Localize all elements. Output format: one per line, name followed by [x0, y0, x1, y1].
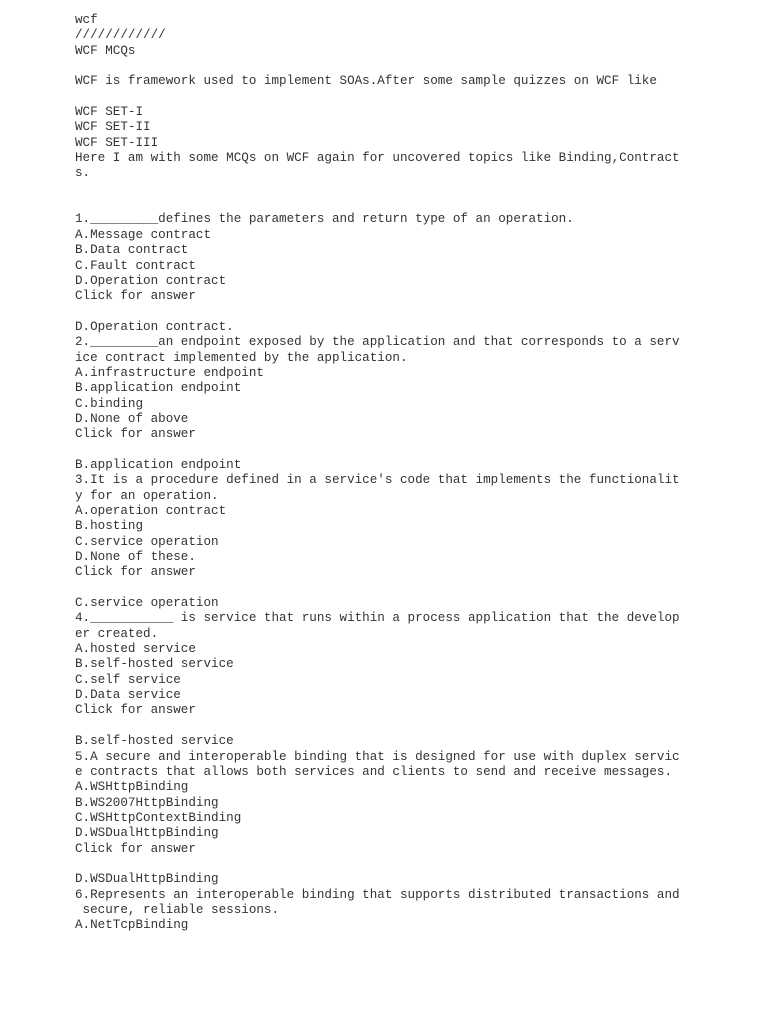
text-line: B.Data contract [75, 243, 189, 258]
text-line: B.self-hosted service [75, 734, 234, 749]
text-line: C.service operation [75, 534, 219, 549]
text-line: C.service operation [75, 596, 219, 611]
text-line: D.Data service [75, 688, 181, 703]
document-text [75, 13, 695, 934]
text-line: A.NetTcpBinding [75, 918, 189, 933]
text-line: A.operation contract [75, 504, 227, 518]
text-line: ice contract implemented by the application. [75, 350, 408, 365]
text-line: C.WSHttpContextBinding [75, 810, 242, 825]
text-line: secure, reliable sessions. [75, 902, 280, 917]
text-line: Click for answer [75, 427, 196, 442]
text-line: C.self service [75, 672, 181, 687]
text-line: wcf [75, 13, 98, 27]
text-line [75, 857, 695, 872]
text-line: D.None of above [75, 411, 189, 426]
text-line: 2._________an endpoint exposed by the application and that corresponds to a serv [75, 335, 680, 350]
text-line: //////////// [75, 28, 166, 43]
text-line: D.WSDualHttpBinding [75, 872, 219, 887]
text-line: Click for answer [75, 565, 196, 580]
text-line [75, 581, 695, 596]
text-line: 3.It is a procedure defined in a service's code that implements the functionalit [75, 473, 680, 488]
text-line [75, 719, 695, 734]
text-line: Click for answer [75, 703, 196, 718]
text-line: C.Fault contract [75, 258, 196, 273]
text-line: A.Message contract [75, 227, 212, 242]
text-line: WCF MCQs [75, 43, 136, 58]
text-line [75, 305, 695, 320]
text-line: 1._________defines the parameters and return type of an operation. [75, 212, 574, 227]
text-line: D.None of these. [75, 550, 196, 565]
text-line: 4.___________ is service that runs within a process application that the develop [75, 611, 680, 626]
text-line: A.hosted service [75, 642, 196, 657]
text-line: e contracts that allows both services and clients to send and receive messages. [75, 764, 673, 779]
text-line: B.hosting [75, 519, 144, 534]
text-line [75, 182, 695, 197]
text-line: WCF SET-I [75, 105, 144, 120]
text-line: WCF is framework used to implement SOAs.After some sample quizzes on WCF like [75, 74, 657, 89]
text-line: WCF SET-III [75, 135, 159, 150]
text-line: y for an operation. [75, 488, 219, 503]
text-line: WCF SET-II [75, 120, 151, 135]
text-line: B.application endpoint [75, 457, 242, 472]
text-line [75, 90, 695, 105]
text-line: 5.A secure and interoperable binding that is designed for use with duplex servic [75, 749, 680, 764]
text-line: A.infrastructure endpoint [75, 365, 264, 380]
text-line: s. [75, 166, 91, 181]
text-line: Click for answer [75, 841, 196, 856]
text-line: er created. [75, 626, 159, 641]
text-line: Here I am with some MCQs on WCF again for uncovered topics like Binding,Contract [75, 151, 680, 166]
text-line [75, 197, 695, 212]
text-line: D.Operation contract. [75, 319, 234, 334]
text-line: B.WS2007HttpBinding [75, 795, 219, 810]
text-line: D.Operation contract [75, 273, 227, 288]
text-line: Click for answer [75, 289, 196, 304]
text-line: D.WSDualHttpBinding [75, 826, 219, 841]
text-line [75, 59, 695, 74]
text-line [75, 443, 695, 458]
text-line: A.WSHttpBinding [75, 780, 189, 795]
text-line: B.application endpoint [75, 381, 242, 396]
text-line: B.self-hosted service [75, 657, 234, 672]
text-line: 6.Represents an interoperable binding that supports distributed transactions and [75, 887, 680, 902]
text-line: C.binding [75, 396, 144, 411]
